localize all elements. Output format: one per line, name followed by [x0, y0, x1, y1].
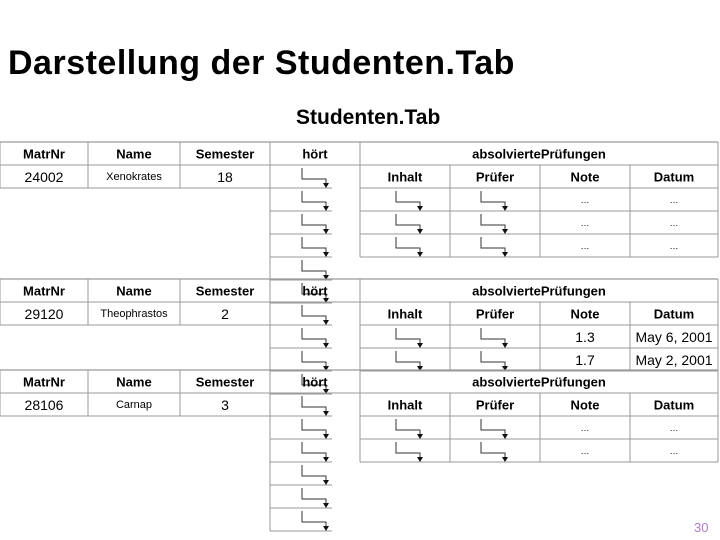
header-pruefer: Prüfer: [475, 306, 515, 321]
pruefer-pointer-icon-head: [502, 206, 508, 211]
inhalt-pointer-icon-head: [417, 206, 423, 211]
cell-name: Xenokrates: [106, 170, 162, 183]
header-matrnr: MatrNr: [23, 283, 65, 298]
cell-datum: …: [669, 445, 679, 456]
inhalt-pointer-icon: [396, 191, 420, 207]
header-inhalt: Inhalt: [387, 397, 423, 412]
cell-name: Carnap: [115, 398, 153, 411]
pruefer-pointer-icon: [481, 419, 505, 435]
hoert-pointer-icon-head: [323, 206, 329, 211]
header-semester: Semester: [195, 283, 255, 298]
header-name: Name: [116, 283, 152, 298]
pruefer-pointer-icon: [481, 214, 505, 230]
inhalt-pointer-icon: [396, 237, 420, 253]
hoert-pointer-icon: [302, 442, 326, 458]
cell-datum: May 2, 2001: [635, 351, 713, 368]
cell-note: …: [580, 422, 590, 433]
pruefer-pointer-icon-head: [502, 457, 508, 462]
cell-note: 1.7: [575, 351, 595, 368]
table-title: Studenten.Tab: [296, 106, 441, 129]
cell-note: …: [580, 445, 590, 456]
hoert-pointer-icon: [302, 168, 326, 184]
hoert-pointer-icon: [302, 191, 326, 207]
hoert-pointer-icon-head: [323, 320, 329, 325]
inhalt-pointer-icon-head: [417, 252, 423, 257]
inhalt-pointer-icon: [396, 328, 420, 344]
pruefer-pointer-icon-head: [502, 343, 508, 348]
cell-semester: 3: [221, 396, 229, 413]
inhalt-pointer-icon-head: [417, 229, 423, 234]
header-name: Name: [116, 374, 152, 389]
hoert-pointer-icon: [302, 419, 326, 435]
cell-semester: 18: [217, 168, 233, 185]
cell-datum: May 6, 2001: [635, 328, 713, 345]
header-name: Name: [116, 146, 152, 161]
pruefer-pointer-icon-head: [502, 229, 508, 234]
header-pruefer: Prüfer: [475, 397, 515, 412]
cell-datum: …: [669, 240, 679, 251]
page-number: 30: [694, 520, 709, 535]
header-hoert: hört: [302, 283, 328, 298]
inhalt-pointer-icon-head: [417, 434, 423, 439]
header-matrnr: MatrNr: [23, 146, 65, 161]
cell-note: 1.3: [575, 328, 595, 345]
hoert-pointer-icon: [302, 328, 326, 344]
hoert-pointer-icon: [302, 465, 326, 481]
hoert-pointer-icon: [302, 237, 326, 253]
header-datum: Datum: [653, 397, 695, 412]
header-note: Note: [570, 397, 600, 412]
header-hoert: hört: [302, 146, 328, 161]
header-semester: Semester: [195, 374, 255, 389]
hoert-pointer-icon-head: [323, 252, 329, 257]
cell-semester: 2: [221, 305, 229, 322]
hoert-pointer-icon: [302, 351, 326, 367]
inhalt-pointer-icon: [396, 442, 420, 458]
cell-datum: …: [669, 217, 679, 228]
inhalt-pointer-icon-head: [417, 457, 423, 462]
hoert-pointer-icon-head: [323, 183, 329, 188]
inhalt-pointer-icon-head: [417, 343, 423, 348]
pruefer-pointer-icon-head: [502, 434, 508, 439]
header-hoert: hört: [302, 374, 328, 389]
inhalt-pointer-icon: [396, 351, 420, 367]
hoert-pointer-icon: [302, 305, 326, 321]
header-absolviertepruefungen: absolviertePrüfungen: [472, 374, 606, 389]
pruefer-pointer-icon: [481, 237, 505, 253]
header-absolviertepruefungen: absolviertePrüfungen: [472, 146, 606, 161]
hoert-pointer-icon-head: [323, 480, 329, 485]
hoert-pointer-icon-head: [323, 411, 329, 416]
header-pruefer: Prüfer: [475, 169, 515, 184]
hoert-pointer-icon-head: [323, 503, 329, 508]
hoert-pointer-icon: [302, 511, 326, 527]
inhalt-pointer-icon: [396, 214, 420, 230]
header-note: Note: [570, 306, 600, 321]
header-datum: Datum: [653, 306, 695, 321]
header-datum: Datum: [653, 169, 695, 184]
cell-matrnr: 24002: [24, 168, 64, 185]
header-absolviertepruefungen: absolviertePrüfungen: [472, 283, 606, 298]
cell-note: …: [580, 194, 590, 205]
cell-matrnr: 29120: [24, 305, 64, 322]
hoert-pointer-icon-head: [323, 526, 329, 531]
hoert-pointer-icon-head: [323, 434, 329, 439]
cell-note: …: [580, 240, 590, 251]
header-inhalt: Inhalt: [387, 169, 423, 184]
cell-datum: …: [669, 194, 679, 205]
hoert-pointer-icon: [302, 488, 326, 504]
cell-name: Theophrastos: [100, 307, 168, 320]
header-matrnr: MatrNr: [23, 374, 65, 389]
pruefer-pointer-icon: [481, 442, 505, 458]
cell-matrnr: 28106: [24, 396, 64, 413]
header-inhalt: Inhalt: [387, 306, 423, 321]
pruefer-pointer-icon-head: [502, 252, 508, 257]
header-note: Note: [570, 169, 600, 184]
slide-title: Darstellung der Studenten.Tab: [8, 44, 515, 82]
pruefer-pointer-icon: [481, 351, 505, 367]
cell-datum: …: [669, 422, 679, 433]
hoert-pointer-icon-head: [323, 343, 329, 348]
pruefer-pointer-icon: [481, 328, 505, 344]
hoert-pointer-icon: [302, 396, 326, 412]
header-semester: Semester: [195, 146, 255, 161]
inhalt-pointer-icon: [396, 419, 420, 435]
pruefer-pointer-icon: [481, 191, 505, 207]
hoert-pointer-icon-head: [323, 457, 329, 462]
cell-note: …: [580, 217, 590, 228]
hoert-pointer-icon: [302, 260, 326, 276]
hoert-pointer-icon: [302, 214, 326, 230]
hoert-pointer-icon-head: [323, 229, 329, 234]
